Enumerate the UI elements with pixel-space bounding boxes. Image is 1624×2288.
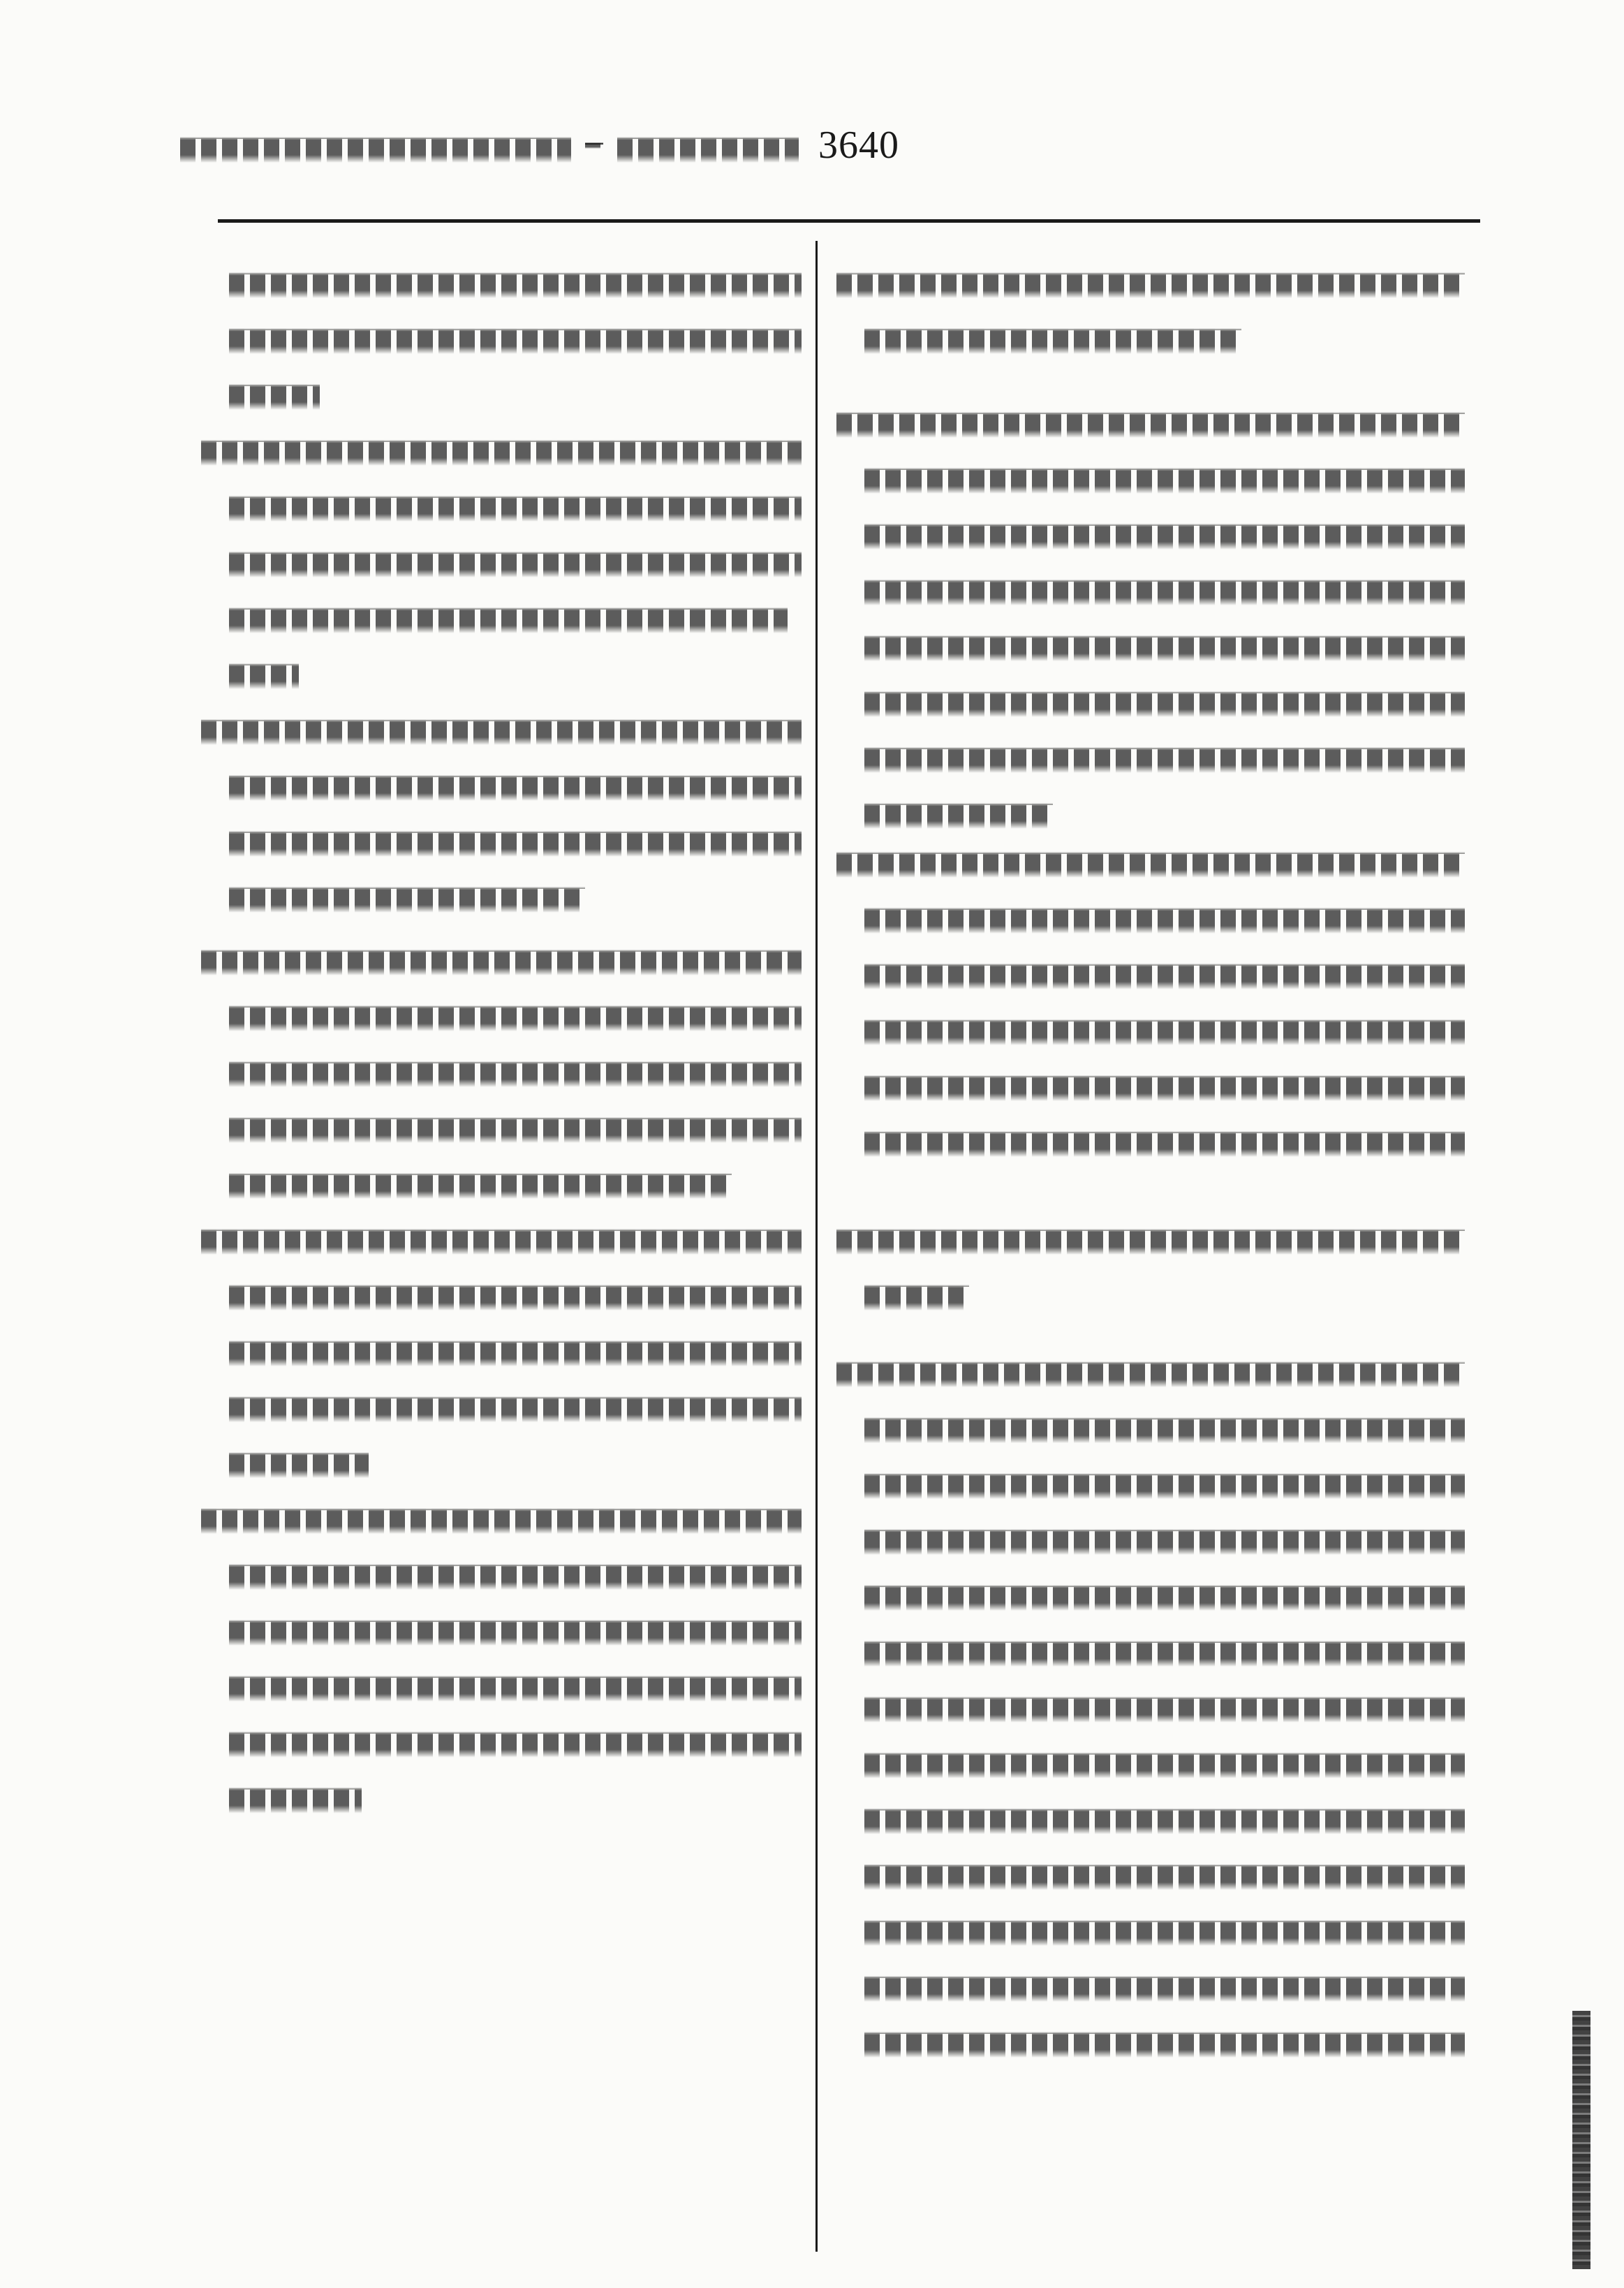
dictionary-entry: [201, 950, 809, 1229]
column-divider: [815, 241, 818, 2252]
dictionary-entry: [836, 852, 1479, 1187]
dictionary-entry: [201, 1508, 809, 1843]
dictionary-entry: [836, 272, 1479, 384]
dictionary-entry: [201, 719, 809, 943]
running-head-tibetan-text: [180, 128, 809, 165]
dictionary-entry: [836, 1361, 1479, 2088]
dictionary-entry: [836, 1229, 1479, 1341]
dictionary-entry: [201, 440, 809, 719]
header-rule: [218, 219, 1480, 223]
dictionary-entry: [201, 1229, 809, 1508]
entry-continuation: [201, 272, 836, 440]
running-head: [180, 123, 920, 172]
page-number: 3640: [818, 124, 899, 167]
dictionary-entry: [836, 412, 1479, 859]
scan-edge-artifact: [1572, 2011, 1590, 2269]
